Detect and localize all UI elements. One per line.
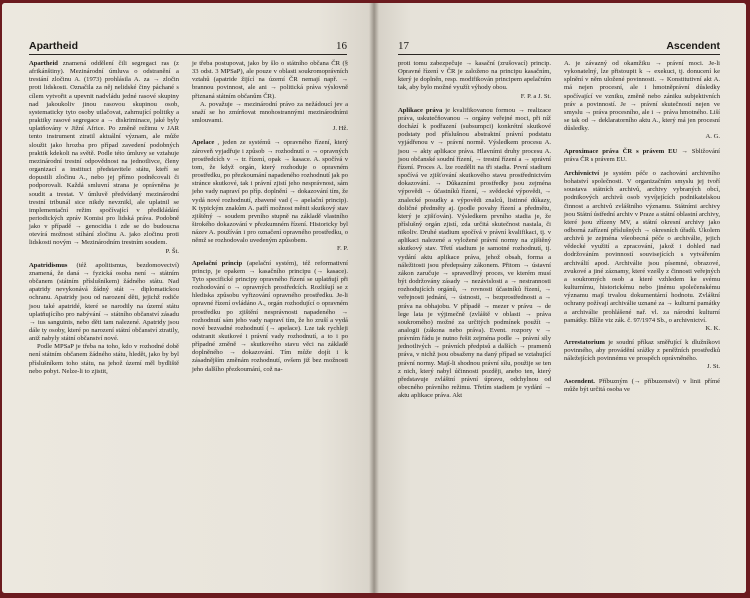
entry-text: je soudní příkaz směřující k dlužníkovi povinného, aby provádění srážky z peněžních prostředků náležejících povinnému ve prospěch oprávněného. (564, 339, 720, 363)
entry-headword: Apelační princip (192, 259, 243, 267)
entry-text: A. považuje → mezinárodní právo za nežádoucí jev a snaží se ho zmírňovat mnohostrannými mezinárodními smlouvami. (192, 100, 348, 125)
author-signature: P. Št. (165, 247, 179, 255)
entry-paragraph (564, 378, 720, 394)
entry-text: Podle MPSaP je třeba na toho, kdo v rozhodné době není státním občanem žádného státu, hledět, jako by byl příslušníkem toho státu, na jehož území měl bydliště nebo pobyt. Nelze-li to zjistit, (29, 343, 179, 375)
dictionary-entry (564, 339, 720, 372)
running-head: Apartheid (29, 40, 79, 52)
running-head: Ascendent (666, 40, 720, 52)
entry-paragraph (564, 339, 720, 363)
dictionary-entry (564, 378, 720, 394)
author-signature: J. St. (706, 363, 720, 371)
entry-headword: Archivnictví (564, 169, 600, 177)
dictionary-entry (29, 60, 179, 256)
entry-paragraph (564, 148, 720, 164)
entry-text: (apelační systém), též reformativní princip, je opakem → kasačního principu (→ kasace). Tyto specifické principy opravného řízení se uplatňují při rozhodování o → opravných prostředcích. Rozlišují se z hlediska způsobu vyřizování opravného prostředku. Je-li opravné řízení ovládáno A., orgán rozhodující o opravném prostředku po zjištění nesprávnosti napadeného → rozhodnutí sám jeho vady napraví tím, že ho zruší a vydá nové bezvadné rozhodnutí (→ apelace). Lze tak rychleji odstranit skutkové i právní vady rozhodnutí, a to i po případné změně → skutkového stavu věci na základě doplněného → dokazování. Tím může dojít i k zásadnějším změnám rozhodnutí, ovšem již bez možnosti jeho dalšího přezkoumání, což na- (192, 259, 348, 373)
header-rule (398, 54, 720, 55)
entry-headword: Aproximace práva ČR s právem EU (564, 147, 678, 155)
entry-headword: Ascendent. (564, 377, 595, 385)
dictionary-entry (564, 60, 720, 142)
left-page-header (29, 40, 347, 54)
author-signature: J. Hž. (332, 125, 348, 133)
entry-text: je kvalifikovanou formou → realizace práva, uskutečňovanou → orgány veřejné moci, při níž dochází k podřazení (subsumpci) konkrétní skutkové podstaty pod příslušnou abstraktní právní podstatu vyjádřenou v → právní normě. Výsledkem procesu A. jsou → akty aplikace práva. Hlavními druhy procesu A. jsou občanské soudní řízení, → trestní řízení a → správní řízení. Proces A. lze rozdělit na tři stadia. První stadium spočívá ve zjišťování skutkového stavu prostřednictvím dokazování. → Důkazními prostředky jsou zejména výpovědi → účastníků řízení, → svědecké výpovědi, → znalecké posudky a výpovědi znalců, listinné důkazy, doličné předměty aj. (podle povahy řízení a předmětu, který je zjišťován). Výsledkem prvního stadia je, že příslušný orgán zjistí, zda určitá skutečnost nastala, či nikoliv. Druhé stadium spočívá v právní kvalifikaci, tj. v aplikaci nalezené a vyložené právní normy na zjištěný skutkový stav. Třetí stadium je samotné rozhodnutí, tj. vydání aktu aplikace práva, jehož obsah, forma a náležitosti jsou předepsány zákonem. Přitom → ústavní zákon zaručuje → spravedlivý proces, ve kterém musí být dodržovány zásady → nezávislosti a → nestrannosti rozhodujících orgánů, → rovnosti účastníků řízení, → veřejnosti jednání, → ústnosti, → bezprostřednosti a → práva na obhajobu. V případě → mezer v právu → de lege lata je výjimečně (zvláště v oblasti → práva soukromého) možné za určitých podmínek použít → analogii (zákona nebo práva). Event. rozpory v → právním řádu je nutno řešit zejména podle → právní síly jednotlivých → právních předpisů a dalších → pramenů práva, v nichž jsou obsaženy na daný případ se vztahující právní normy. Mají-li shodnou právní sílu, použije se ten z nich, který nabyl účinnosti později, anebo ten, který představuje zvláštní právní úpravu, odchylnou od obecného právního režimu. Třetím stadiem je vydání → aktu aplikace práva. Akt (398, 106, 551, 400)
left-page (2, 3, 374, 593)
entry-text: je třeba postupovat, jako by šlo o státního občana ČR (§ 33 odst. 3 MPSaP), ale pouze v oblasti soukromoprávních vztahů (apatride žijící na území ČR nemají např. → brannou povinnost, ale ani → politická práva výslovně přiznaná státním občanům ČR). (192, 60, 348, 100)
dictionary-entry (398, 60, 551, 101)
right-column-2 (564, 60, 720, 394)
right-page (374, 3, 746, 593)
book-spread (2, 3, 746, 593)
entry-text: → Sbližování práva ČR s právem EU. (564, 147, 720, 163)
entry-headword: Apartheid (29, 60, 58, 67)
page-number: 17 (398, 40, 409, 52)
author-signature: K. K. (705, 324, 720, 332)
entry-text: proti tomu zabezpečuje → kasační (zrušovací) princip. Opravné řízení v ČR je založeno na principu kasačním, který je doplněn, resp. modifikován principem apelačním tak, aby bylo možné využít výhody obou. (398, 60, 551, 92)
entry-paragraph (564, 170, 720, 325)
entry-text: Příbuzným (→ příbuzenství) v linii přímé může být určitá osoba ve (564, 377, 720, 393)
entry-headword: Apelace (192, 139, 215, 147)
left-column-1 (29, 60, 179, 376)
entry-paragraph (29, 262, 179, 344)
entry-paragraph (192, 101, 348, 125)
dictionary-entry (564, 170, 720, 333)
entry-paragraph (192, 260, 348, 374)
dictionary-entry (192, 139, 348, 253)
page-number: 16 (336, 40, 347, 52)
entry-paragraph (398, 107, 551, 401)
author-signature: A. G. (705, 133, 720, 141)
book-gutter (369, 3, 379, 593)
right-column-1 (398, 60, 551, 400)
entry-paragraph (398, 60, 551, 93)
entry-paragraph (29, 343, 179, 376)
dictionary-entry (398, 107, 551, 401)
dictionary-entry (192, 60, 348, 133)
right-page-header (398, 40, 720, 54)
entry-headword: Aplikace práva (398, 106, 443, 114)
entry-text: A. je závazný od okamžiku → právní moci. Je-li vykonatelný, lze přistoupit k → exekuci, tj. donucení ke splnění v něm uložené povinnosti. → Konstitutivní akt A. má nejen procesní, ale i hmotněprávní důsledky spočívající ve vzniku, změně nebo zániku subjektivních práv a povinností. Je → právní skutečností nejen ve smyslu → práva procesního, ale i → práva hmotného. Liší se tak od → deklaratorního aktu A., který má jen procesní důsledky. (564, 60, 720, 133)
entry-text: , jeden ze systémů → opravného řízení, který zároveň vyjadřuje i způsob → rozhodnutí o → opravných prostředcích v → tr. řízení, opak → kasace. A. spočívá v tom, že když orgán, který rozhoduje o opravném prostředku, po přezkoumání napadeného rozhodnutí jak po stránce skutkové, tak i právní zjistí jeho nesprávnost, sám jeho vady napraví po příp. doplnění → dokazování tím, že vydá nové rozhodnutí, zbavené vad (→ apelační princip). K typickým znakům A. patří možnost měnit skutkový stav zjištěný → soudem prvního stupně na základě vlastního širokého dokazování v přezkumném řízení. Historicky byl název A. používán i pro označení opravného prostředku, o němž se rozhodovalo uvedeným způsobem. (192, 139, 348, 245)
entry-paragraph (564, 60, 720, 133)
entry-paragraph (192, 139, 348, 245)
entry-text: (též apolitismus, bezdomovectví) znamená, že daná → fyzická osoba není → státním občanem (státním příslušníkem) žádného státu. Nad apatridy nevykonává žádný stát → diplomatickou ochranu. Apatridy jsou od narození děti, jejichž rodiče jsou také apatridé, které se narodily na území státu uplatňujícího pro nabývání → státního občanství zásadu → ius sanguinis, nebo děti tam nalezené. Apatridy jsou dále ty osoby, které po narození státní občanství ztratily, aniž nabyly státní občanství nové. (29, 261, 179, 343)
entry-headword: Arrestatorium (564, 339, 605, 346)
left-column-2 (192, 60, 348, 374)
author-signature: F. P. (336, 245, 348, 253)
entry-paragraph (29, 60, 179, 248)
dictionary-entry (192, 260, 348, 374)
entry-paragraph (192, 60, 348, 101)
entry-text: je systém péče o zachování archivního bohatství společnosti. V organizačním smyslu jej tvoří soustava státních archivů, archivy vybraných obcí, podnikových archivů osob vyvíjejících podnikatelskou činnost a archivů zvláštního významu. Státními archivy jsou Státní ústřední archiv v Praze a státní oblastní archivy, které jsou zřízeny MV, a státní okresní archivy jako odborná zařízení příslušných → okresních úřadů. Úkolem archivů je zejména všeobecná péče o archiválie, jejich vědecké využití a zpracování, jakož i dohled nad dodržováním povinností souvisejících s vytvářením archiválií apod. Archiválie jsou písemné, obrazové, zvukové a jiné záznamy, které vzešly z činnosti veřejných a soukromých osob a které vzhledem ke svému kulturnímu, historickému nebo jinému společenskému významu mají trvalou dokumentární hodnotu. Zvláštní ochrany požívají archiválie uznané za → kulturní památky a archiválie prohlášené nař. vl. za národní kulturní památky. Blíže viz zák. č. 97/1974 Sb., o archivnictví. (564, 169, 720, 324)
dictionary-entry (29, 262, 179, 376)
dictionary-entry (564, 148, 720, 164)
entry-text: znamená oddělení čili segregaci ras (z afrikánštiny). Mezinárodní úmluva o odstranění a trestání zločinu A. (1973) prohlásila A. za → zločin proti lidskosti. Označila za něj nelidské činy páchané s cílem vytvořit a upevnit nadvládu jedné rasové skupiny nad jakoukoliv jinou rasovou skupinou osob, systematicky tyto osoby utlačovat, zahrnující politiky a praktiky rasové segregace a → diskriminace, jaké byly uplatňovány v Jižní Africe. Po změně režimu v JAR tento instrument ztratil aktuální význam, ale může sloužit jako hrozba pro případ zavedení podobných praktik kdekoli na světě. Podle této úmluvy se vztahuje mezinárodní trestní odpovědnost na jednotlivce, členy organizací a instituci představitele státu, kteří se dopustili zločinu A., nebo jej přímo podněcovali či podporovali. Každá smluvní strana je oprávněna je soudit a trestat. V úmluvě předvídaný mezinárodní trestní tribunál sice nikdy nevznikl, ale uplatnil se implementační režim spočívající v předkládání periodických zpráv Komisi pro lidská práva. Podobně jako v případě → genocidia i zde se do budoucna otevírá možnost stíhání zločinu A. jako zločinu proti lidskosti novým → Mezinárodním trestním soudem. (29, 60, 179, 247)
author-signature: F. P. a J. St. (520, 92, 551, 100)
entry-headword: Apatridismus (29, 261, 68, 269)
header-rule (29, 54, 347, 55)
